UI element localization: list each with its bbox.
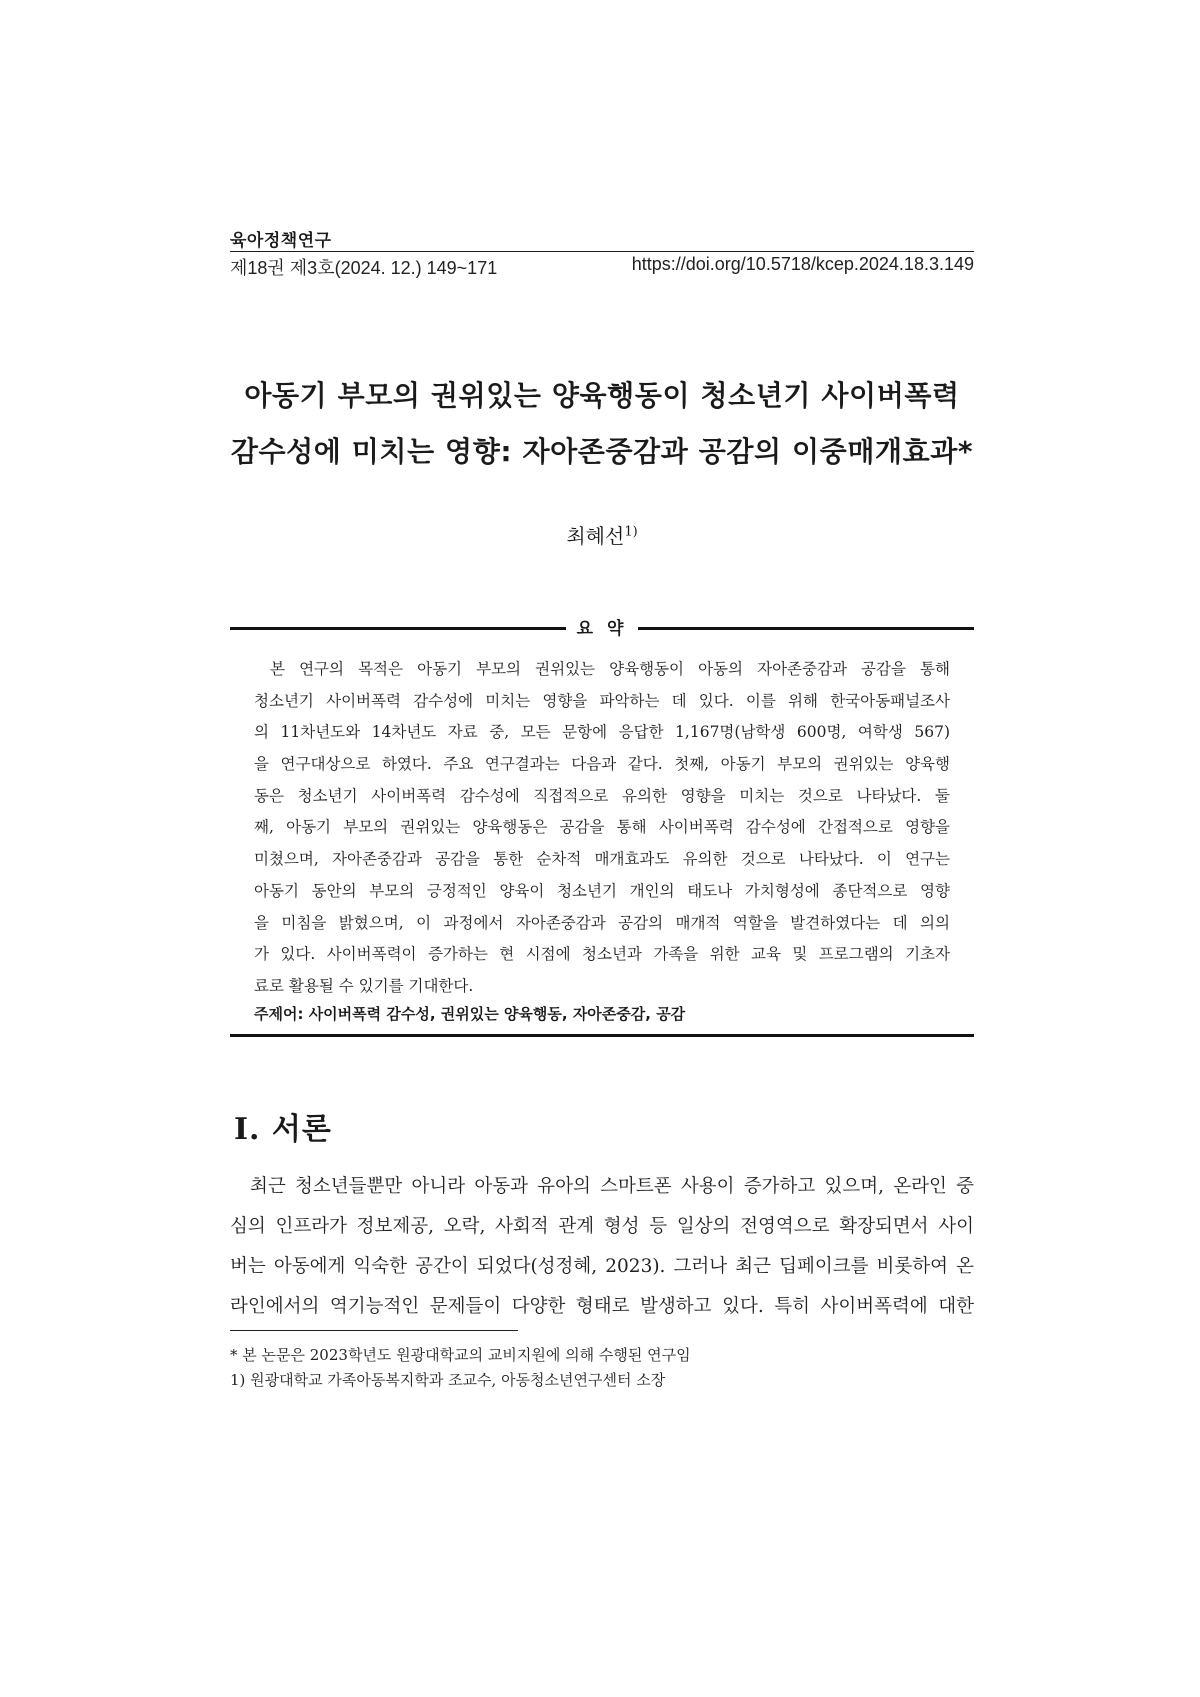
title-line-1: 아동기 부모의 권위있는 양육행동이 청소년기 사이버폭력	[244, 379, 960, 412]
author-name: 최혜선	[566, 524, 625, 548]
abstract-body	[254, 654, 950, 1003]
abstract-rule-right	[638, 627, 974, 630]
title-line-2: 감수성에 미치는 영향: 자아존중감과 공감의 이중매개효과*	[230, 435, 974, 468]
abstract-line: 미쳤으며, 자아존중감과 공감을 통한 순차적 매개효과도 유의한 것으로 나타났다. 이 연구는	[254, 850, 950, 869]
article-title	[230, 368, 974, 480]
author	[230, 520, 974, 549]
author-footnote-mark: 1)	[624, 524, 638, 540]
abstract-line: 의 11차년도와 14차년도 자료 중, 모든 문항에 응답한 1,167명(남학생 600명, 여학생 567)	[254, 723, 950, 742]
abstract-line: 동은 청소년기 사이버폭력 감수성에 직접적으로 유의한 영향을 미치는 것으로 나타났다. 둘	[254, 786, 950, 805]
footnotes	[230, 1343, 691, 1393]
section-heading-introduction: Ⅰ. 서론	[234, 1112, 332, 1147]
abstract-rule-left	[230, 627, 566, 630]
header-divider	[230, 251, 974, 252]
footnote-star: * 본 논문은 2023학년도 원광대학교의 교비지원에 의해 수행된 연구임	[230, 1346, 691, 1364]
paragraph-line: 라인에서의 역기능적인 문제들이 다양한 형태로 발생하고 있다. 특히 사이버폭력에 대한	[230, 1296, 974, 1317]
abstract-bottom-rule	[230, 1034, 974, 1037]
paragraph-line: 심의 인프라가 정보제공, 오락, 사회적 관계 형성 등 일상의 전영역으로 확장되면서 사이	[230, 1216, 974, 1237]
footnote-1: 1) 원광대학교 가족아동복지학과 조교수, 아동청소년연구센터 소장	[230, 1371, 666, 1389]
abstract-line: 청소년기 사이버폭력 감수성에 미치는 영향을 파악하는 데 있다. 이를 위해 한국아동패널조사	[254, 691, 950, 710]
journal-issue-info: 제18권 제3호(2024. 12.) 149~171	[230, 258, 498, 278]
paragraph-line: 버는 아동에게 익숙한 공간이 되었다(성정혜, 2023). 그러나 최근 딥페이크를 비롯하여 온	[230, 1256, 974, 1277]
doi-link[interactable]: https://doi.org/10.5718/kcep.2024.18.3.149	[631, 254, 974, 274]
abstract-line: 아동기 동안의 부모의 긍정적인 양육이 청소년기 개인의 태도나 가치형성에 종단적으로 영향	[254, 881, 950, 900]
abstract-line: 을 미침을 밝혔으며, 이 과정에서 자아존중감과 공감의 매개적 역할을 발견하였다는 데 의의	[254, 913, 950, 932]
abstract-line: 째, 아동기 부모의 권위있는 양육행동은 공감을 통해 사이버폭력 감수성에 간접적으로 영향을	[254, 818, 950, 837]
journal-name: 육아정책연구	[230, 231, 332, 251]
abstract-line: 가 있다. 사이버폭력이 증가하는 현 시점에 청소년과 가족을 위한 교육 및 프로그램의 기초자	[254, 945, 950, 964]
keywords: 주제어: 사이버폭력 감수성, 권위있는 양육행동, 자아존중감, 공감	[254, 1005, 686, 1023]
intro-paragraph	[230, 1167, 974, 1327]
abstract-heading-row	[230, 614, 974, 640]
abstract-line: 본 연구의 목적은 아동기 부모의 권위있는 양육행동이 아동의 자아존중감과 공감을 통해	[270, 660, 950, 678]
footnote-divider	[230, 1330, 518, 1331]
abstract-heading: 요 약	[576, 619, 628, 639]
abstract-line: 을 연구대상으로 하였다. 주요 연구결과는 다음과 같다. 첫째, 아동기 부모의 권위있는 양육행	[254, 755, 950, 774]
paragraph-line: 최근 청소년들뿐만 아니라 아동과 유아의 스마트폰 사용이 증가하고 있으며, 온라인 중	[250, 1176, 974, 1197]
abstract-line: 료로 활용될 수 있기를 기대한다.	[254, 976, 474, 995]
